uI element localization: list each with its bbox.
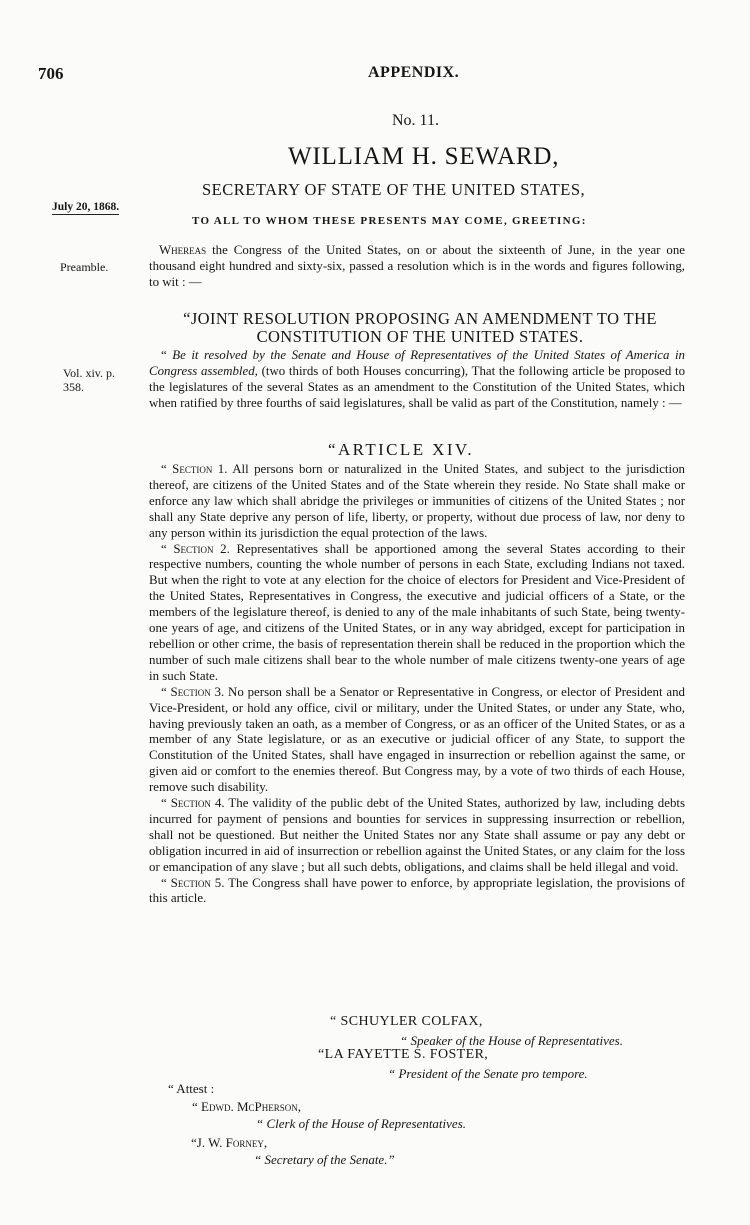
- section-quote: “: [161, 875, 171, 890]
- section-text: 4. The validity of the public debt of the United States, authorized by law, including debts incurred for payment of pensions and bounties for services in suppressing insurrection or rebellion, shall not be questioned. But neither the United States nor any State shall assume or pay any debt or obligation incurred in aid of insurrection or rebellion against the United States, or any claim for the loss or emancipation of any slave ; but all such debts, obligations, and claims shall be held illegal and void.: [149, 796, 685, 874]
- section-text: 1. All persons born or naturalized in the United States, and subject to the jurisdiction thereof, are citizens of the United States and of the State wherein they reside. No State shall make or enforce any law which shall abridge the privileges or immunities of citizens of the United States ; nor shall any State deprive any person of life, liberty, or property, without due process of law, nor deny to any person within its jurisdiction the equal protection of the laws.: [149, 462, 685, 540]
- whereas-word: Whereas: [159, 243, 207, 257]
- section-3: [149, 685, 685, 796]
- margin-date: July 20, 1868.: [52, 201, 120, 213]
- signature-forney-title: “ Secretary of the Senate.”: [254, 1152, 395, 1167]
- enacting-italic: Be it resolved by the Senate and House of Representatives of the United States of America in Congress assembled,: [149, 348, 685, 378]
- signature-mcpherson-name: “ Edwd. McPherson,: [192, 1099, 302, 1114]
- section-label: Section: [172, 462, 213, 476]
- article-sections: [149, 462, 685, 907]
- article-heading: “ARTICLE XIV.: [328, 440, 475, 459]
- signature-mcpherson-title: “ Clerk of the House of Representatives.: [256, 1116, 467, 1131]
- resolution-title-line2: CONSTITUTION OF THE UNITED STATES.: [256, 327, 584, 346]
- section-text: 3. No person shall be a Senator or Representative in Congress, or elector of President and Vice-President, or hold any office, civil or military, under the United States, or under any State, who, having previously taken an oath, as a member of Congress, or as an officer of the United States, or as a member of any State legislature, or as an executive or judicial officer of any State, to support the Constitution of the United States, shall have engaged in insurrection or rebellion against the same, or given aid or comfort to the enemies thereof. But Congress may, by a vote of two thirds of each House, remove such disability.: [149, 684, 685, 795]
- section-2: [149, 542, 685, 685]
- section-quote: “: [161, 462, 173, 476]
- enacting-quote: “: [161, 348, 173, 362]
- section-text: 5. The Congress shall have power to enforce, by appropriate legislation, the provisions of this article.: [149, 875, 685, 906]
- margin-note-volume-line2: 358.: [63, 380, 84, 394]
- signature-colfax-name: “ SCHUYLER COLFAX,: [330, 1014, 483, 1029]
- page-number: 706: [38, 64, 64, 83]
- secretary-office: SECRETARY OF STATE OF THE UNITED STATES,: [202, 180, 586, 199]
- preamble-paragraph: [149, 243, 685, 291]
- section-label: Section: [170, 796, 211, 811]
- margin-note-volume: [63, 366, 115, 394]
- margin-note-preamble: Preamble.: [60, 260, 109, 274]
- resolution-title: [154, 310, 686, 346]
- signature-foster-name: “LA FAYETTE S. FOSTER,: [318, 1047, 489, 1062]
- preamble-text: the Congress of the United States, on or about the sixteenth of June, in the year one thousand eight hundred and sixty-six, passed a resolution which is in the words and figures following, to wit : —: [149, 243, 685, 289]
- section-1: [149, 462, 685, 542]
- document-number: No. 11.: [392, 112, 439, 129]
- enacting-text: (two thirds of both Houses concurring), That the following article be proposed to the legislatures of the several States as an amendment to the Constitution of the United States, which when ratified by three fourths of said legislatures, shall be valid as part of the Constitution, namely : —: [149, 363, 686, 410]
- section-label: Section: [170, 684, 211, 699]
- resolution-title-line1: “JOINT RESOLUTION PROPOSING AN AMENDMENT TO THE: [183, 309, 657, 328]
- section-quote: “: [161, 796, 171, 811]
- signature-forney-name: “J. W. Forney,: [191, 1135, 268, 1150]
- signature-foster-title: “ President of the Senate pro tempore.: [388, 1066, 588, 1081]
- running-head: APPENDIX.: [368, 64, 460, 81]
- section-text: 2. Representatives shall be apportioned among the several States according to their respective numbers, counting the whole number of persons in each State, excluding Indians not taxed. But when the right to vote at any election for the choice of electors for President and Vice-President of the United States, Representatives in Congress, the executive and judicial officers of a State, or the members of the legislature thereof, is denied to any of the male inhabitants of such State, being twenty-one years of age, and citizens of the United States, or in any way abridged, except for participation in rebellion or other crime, the basis of representation therein shall be reduced in the proportion which the number of such male citizens shall bear to the whole number of male citizens twenty-one years of age in such State.: [149, 541, 685, 683]
- enacting-clause: [149, 348, 685, 412]
- section-quote: “: [161, 684, 171, 699]
- secretary-name: WILLIAM H. SEWARD,: [288, 143, 560, 170]
- section-5: [149, 876, 685, 908]
- section-label: Section: [173, 541, 214, 556]
- greeting: TO ALL TO WHOM THESE PRESENTS MAY COME, GREETING:: [192, 215, 587, 227]
- margin-note-volume-line1: Vol. xiv. p.: [63, 366, 116, 380]
- attest-label: “ Attest :: [168, 1081, 215, 1096]
- section-label: Section: [170, 875, 211, 890]
- section-quote: “: [161, 541, 174, 556]
- section-4: [149, 796, 685, 876]
- signature-colfax-title: “ Speaker of the House of Representatives.: [400, 1033, 623, 1048]
